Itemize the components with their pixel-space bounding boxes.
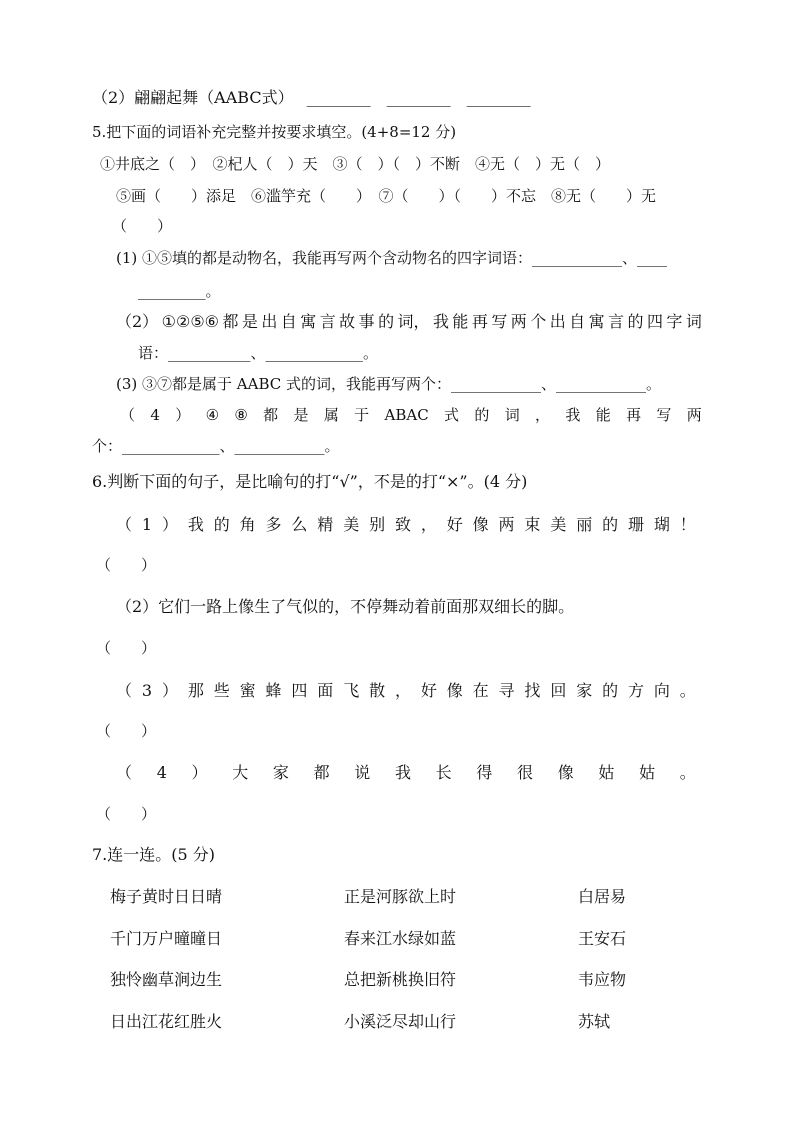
q5-row-2: ⑤画（ ）添足 ⑥滥竽充（ ） ⑦（ ）（ ）不忘 ⑧无（ ）无 [116, 187, 657, 205]
q6-paren-1: （ ） [96, 556, 157, 574]
char: 的 [602, 515, 619, 534]
char: 飞 [343, 681, 360, 700]
q6-sentence-3 [116, 681, 696, 701]
char: 式 [444, 406, 460, 424]
poet-2: 王安石 [578, 929, 627, 948]
char: 故 [339, 312, 356, 331]
char: 像 [472, 515, 489, 534]
char: 我 [187, 515, 204, 534]
poem-left-1: 梅子黄时日日晴 [110, 887, 223, 906]
char: 词， [397, 312, 430, 331]
char: 两 [498, 515, 515, 534]
q6-sentence-4 [116, 763, 696, 783]
q6-paren-4: （ ） [96, 805, 157, 823]
char: 能 [452, 312, 469, 331]
char: 属 [323, 406, 339, 424]
char: 长 [435, 763, 452, 782]
char: 多 [265, 515, 282, 534]
char: 向 [653, 681, 670, 700]
q6-sentence-1 [116, 515, 696, 535]
char: 说 [354, 763, 371, 782]
char: 个 [530, 312, 547, 331]
char: 言 [608, 312, 625, 331]
poem-mid-2: 春来江水绿如蓝 [344, 929, 457, 948]
char: （ [116, 515, 133, 534]
char: 美 [550, 515, 567, 534]
char: 自 [569, 312, 586, 331]
q5-sub-4-b: 个：_____________、____________。 [92, 437, 340, 455]
char: 能 [595, 406, 611, 424]
char: 都 [313, 763, 330, 782]
char: 的 [213, 515, 230, 534]
char: 我 [565, 406, 581, 424]
char: ⑧ [234, 406, 248, 424]
char: 珊 [627, 515, 644, 534]
q5-sub-1-b: _________。 [138, 282, 221, 300]
char: 寓 [588, 312, 605, 331]
char: ） [161, 681, 178, 700]
char: 寓 [300, 312, 317, 331]
char: 两 [686, 406, 702, 424]
char: 的 [474, 406, 490, 424]
poem-mid-3: 总把新桃换旧符 [344, 970, 457, 989]
char: ） [161, 515, 178, 534]
char: 出 [261, 312, 278, 331]
char: 出 [549, 312, 566, 331]
char: 角 [239, 515, 256, 534]
char: 方 [627, 681, 644, 700]
char: 像 [446, 681, 463, 700]
char: 。 [679, 681, 696, 700]
char: 都 [222, 312, 239, 331]
q6-paren-3: （ ） [96, 722, 157, 740]
char: 好 [420, 681, 437, 700]
char: 家 [272, 763, 289, 782]
char: 蜂 [265, 681, 282, 700]
char: 致 [394, 515, 411, 534]
char: ④ [205, 406, 220, 424]
char: 是 [241, 312, 258, 331]
char: 的 [602, 681, 619, 700]
char: 写 [491, 312, 508, 331]
q5-sub-1-a: (1) ①⑤填的都是动物名，我能再写两个含动物名的四字词语：____________、____ [116, 249, 668, 267]
char: 词 [685, 312, 702, 331]
char: 丽 [576, 515, 593, 534]
char: 言 [319, 312, 336, 331]
char: 美 [343, 515, 360, 534]
q5-sub-4-a [120, 405, 702, 425]
poem-left-4: 日出江花红胜火 [110, 1012, 223, 1031]
q7-title: 7.连一连。(5 分) [92, 845, 216, 864]
char: 4 [150, 406, 160, 424]
char: 大 [232, 763, 249, 782]
char: （ [120, 406, 136, 424]
q5-row-2-cont: （ ） [112, 217, 173, 235]
char: 我 [432, 312, 449, 331]
char: 面 [317, 681, 334, 700]
char: 再 [471, 312, 488, 331]
char: 4 [156, 763, 167, 782]
char: 姑 [639, 763, 656, 782]
char: 于 [354, 406, 370, 424]
q6-title: 6.判断下面的句子，是比喻句的打“√”，不是的打“×”。(4 分) [92, 472, 528, 491]
char: ， [394, 681, 411, 700]
char: 自 [280, 312, 297, 331]
char: 四 [646, 312, 663, 331]
char: 寻 [498, 681, 515, 700]
q5-row-1: ①井底之（ ） ②杞人（ ）天 ③（ ）（ ）不断 ④无（ ）无（ ） [100, 155, 611, 173]
char: ， [420, 515, 437, 534]
char: ！ [679, 515, 696, 534]
char: ） [191, 763, 208, 782]
char: 3 [141, 681, 153, 700]
char: （ [116, 681, 133, 700]
char: 事 [358, 312, 375, 331]
char: 么 [291, 515, 308, 534]
char: 的 [627, 312, 644, 331]
char: ABAC [384, 406, 429, 424]
q6-paren-2: （ ） [96, 639, 157, 657]
poem-mid-1: 正是河豚欲上时 [344, 887, 457, 906]
poem-left-3: 独怜幽草涧边生 [110, 970, 223, 989]
char: 词 [504, 406, 520, 424]
char: ， [535, 406, 551, 424]
poet-4: 苏轼 [578, 1012, 611, 1031]
char: 瑚 [653, 515, 670, 534]
char: （2） [116, 312, 159, 331]
poem-mid-4: 小溪泛尽却山行 [344, 1012, 457, 1031]
q5-sub-2-a [116, 312, 702, 332]
char: 像 [557, 763, 574, 782]
char: 蜜 [239, 681, 256, 700]
char: 的 [378, 312, 395, 331]
q6-sentence-2: （2）它们一路上像生了气似的，不停舞动着前面那双细长的脚。 [116, 597, 575, 616]
char: 我 [394, 763, 411, 782]
char: （ [116, 763, 133, 782]
char: 找 [524, 681, 541, 700]
char: 在 [472, 681, 489, 700]
char: 回 [550, 681, 567, 700]
char: 都 [263, 406, 279, 424]
q4-item-2: （2）翩翩起舞（AABC式） ________ ________ ________ [92, 88, 531, 107]
q5-sub-3: (3) ③⑦都是属于 AABC 式的词，我能再写两个：____________、____________。 [116, 375, 661, 393]
char: 两 [510, 312, 527, 331]
char: 姑 [598, 763, 615, 782]
poem-left-2: 千门万户曈曈日 [110, 929, 223, 948]
poet-1: 白居易 [578, 887, 627, 906]
char: 家 [576, 681, 593, 700]
char: 散 [369, 681, 386, 700]
char: 写 [656, 406, 672, 424]
char: 再 [626, 406, 642, 424]
char: 些 [213, 681, 230, 700]
char: ①②⑤⑥ [161, 312, 219, 331]
poet-3: 韦应物 [578, 970, 627, 989]
char: 好 [446, 515, 463, 534]
char: 很 [517, 763, 534, 782]
char: 字 [666, 312, 683, 331]
char: 束 [524, 515, 541, 534]
char: 别 [369, 515, 386, 534]
q5-sub-2-b: 语：___________、_____________。 [138, 344, 379, 362]
q5-title: 5.把下面的词语补充完整并按要求填空。(4+8=12 分) [92, 123, 457, 141]
char: ） [175, 406, 191, 424]
char: 得 [476, 763, 493, 782]
char: 1 [141, 515, 153, 534]
char: 那 [187, 681, 204, 700]
char: 精 [317, 515, 334, 534]
char: 。 [679, 763, 696, 782]
char: 四 [291, 681, 308, 700]
char: 是 [293, 406, 309, 424]
